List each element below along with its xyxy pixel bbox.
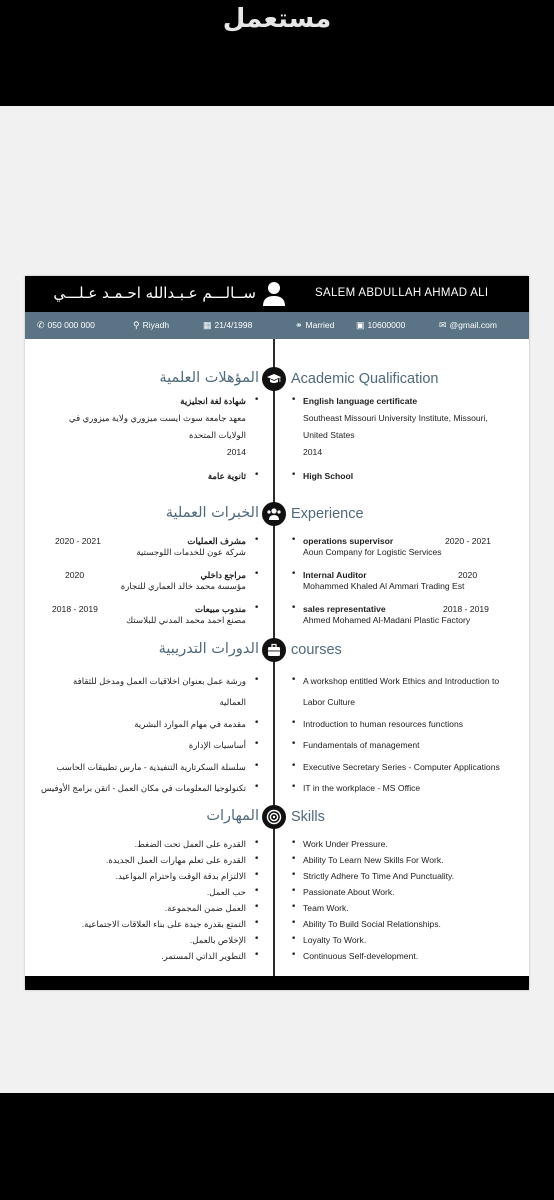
course-ar-2: مقدمة في مهام الموارد البشرية: [134, 719, 246, 729]
city-info: ⚲ Riyadh: [133, 320, 170, 330]
skill-en: Loyalty To Work.: [303, 935, 367, 945]
bullet: •: [291, 782, 297, 792]
exp-en-role: sales representative: [303, 604, 386, 614]
exp-ar-role: مندوب مبيعات: [195, 604, 246, 614]
course-en-1-line2: Labor Culture: [303, 697, 356, 707]
cv-header: [25, 276, 529, 312]
exp-en-company: Aoun Company for Logistic Services: [303, 547, 442, 557]
courses-title-ar: الدورات التدريبية: [158, 641, 259, 657]
bullet: •: [291, 739, 297, 749]
exp-en-role: operations supervisor: [303, 536, 394, 546]
course-ar-1-line1: ورشة عمل بعنوان اخلاقيات العمل ومدخل للثقافة: [73, 676, 246, 686]
id-info: ▣ 10600000: [356, 320, 406, 330]
bullet: •: [254, 675, 260, 685]
qual-ar-item2-title: ثانوية عامة: [207, 471, 246, 481]
bullet: •: [291, 950, 297, 960]
skill-en: Continuous Self-development.: [303, 951, 419, 961]
email-icon: ✉: [439, 320, 447, 330]
bullet: •: [291, 569, 297, 579]
bullet: •: [291, 761, 297, 771]
phone-icon: ✆: [37, 320, 45, 330]
exp-en-years: 2020: [458, 570, 478, 580]
exp-ar-years: 2020 - 2021: [55, 536, 101, 546]
bullet: •: [291, 902, 297, 912]
skill-ar: القدرة على تعلم مهارات العمل الجديدة.: [106, 855, 246, 865]
people-icon: [262, 502, 286, 526]
site-logo[interactable]: مستعمل: [222, 4, 332, 34]
bullet: •: [254, 782, 260, 792]
qual-ar-item1-title: شهادة لغة انجليزية: [180, 396, 246, 406]
location-pin-icon: ⚲: [133, 320, 140, 330]
bullet: •: [254, 838, 260, 848]
skill-en: Team Work.: [303, 903, 349, 913]
skills-title-ar: المهارات: [206, 808, 259, 824]
experience-title-ar: الخبرات العملية: [165, 505, 259, 521]
bullet: •: [254, 603, 260, 613]
qual-en-item1-line1: Southeast Missouri University Institute, Missouri,: [303, 413, 488, 423]
bullet: •: [254, 739, 260, 749]
rings-icon: ⚭: [295, 320, 303, 330]
cv-footer-bar: [25, 976, 529, 990]
bullet: •: [254, 934, 260, 944]
qual-ar-item1-line1: معهد جامعة سوث ايست ميزوري ولاية ميزوري في: [68, 413, 246, 423]
qual-ar-item1-year: 2014: [226, 447, 246, 457]
exp-ar-role: مشرف العمليات: [187, 536, 246, 546]
skill-ar: التطوير الذاتي المستمر.: [161, 951, 246, 961]
bullet: •: [254, 395, 260, 405]
id-card-icon: ▣: [356, 320, 365, 330]
exp-en-company: Ahmed Mohamed Al-Madani Plastic Factory: [303, 615, 471, 625]
graduation-cap-icon: [262, 367, 286, 391]
cv-document: [25, 276, 529, 990]
bullet: •: [291, 675, 297, 685]
bullet: •: [254, 470, 260, 480]
bullet: •: [254, 761, 260, 771]
exp-en-company: Mohammed Khaled Al Ammari Trading Est: [303, 581, 465, 591]
course-ar-5: تكنولوجيا المعلومات في مكان العمل - اتقن برامج الأوفيس: [40, 783, 246, 793]
skill-en: Ability To Build Social Relationships.: [303, 919, 441, 929]
exp-en-years: 2020 - 2021: [445, 536, 491, 546]
contact-info-bar: [25, 312, 529, 339]
skills-title-en: Skills: [291, 809, 325, 825]
birthdate-info: ▦ 21/4/1998: [203, 320, 253, 330]
skill-ar: حب العمل.: [206, 887, 246, 897]
skill-en: Strictly Adhere To Time And Punctuality.: [303, 871, 455, 881]
exp-en-role: Internal Auditor: [303, 570, 367, 580]
qualification-title-ar: المؤهلات العلمية: [159, 370, 259, 386]
bullet: •: [291, 838, 297, 848]
course-ar-3: أساسيات الإدارة: [188, 740, 246, 750]
courses-title-en: courses: [291, 642, 342, 658]
skill-ar: القدرة على العمل تحت الضغط.: [134, 839, 246, 849]
qual-en-item2-title: High School: [303, 471, 354, 481]
bullet: •: [254, 854, 260, 864]
course-en-2: Introduction to human resources functions: [303, 719, 464, 729]
bottom-black-bar: [0, 1093, 554, 1200]
course-ar-1-line2: العمالية: [219, 697, 246, 707]
qual-en-item1-title: English language certificate: [303, 396, 418, 406]
bullet: •: [254, 918, 260, 928]
skill-ar: التمتع بقدرة جيدة على بناء العلاقات الاجتماعية.: [81, 919, 246, 929]
experience-title-en: Experience: [291, 506, 364, 522]
marital-info: ⚭ Married: [295, 320, 335, 330]
top-black-bar: [0, 0, 554, 106]
exp-ar-company: مؤسسة محمد خالد العماري للتجارة: [120, 581, 246, 591]
bullet: •: [291, 535, 297, 545]
bullet: •: [291, 470, 297, 480]
course-en-5: IT in the workplace - MS Office: [303, 783, 421, 793]
bullet: •: [291, 870, 297, 880]
name-english: SALEM ABDULLAH AHMAD ALI: [315, 287, 489, 299]
bullet: •: [254, 535, 260, 545]
bullet: •: [291, 918, 297, 928]
skill-ar: الالتزام بدقة الوقت واحترام المواعيد.: [115, 871, 246, 881]
bullet: •: [291, 934, 297, 944]
bullet: •: [254, 569, 260, 579]
bullet: •: [291, 718, 297, 728]
calendar-icon: ▦: [203, 320, 212, 330]
bullet: •: [291, 886, 297, 896]
exp-ar-role: مراجع داخلي: [200, 570, 246, 580]
course-ar-4: سلسلة السكرتارية التنفيذية - مارس تطبيقات الحاسب: [56, 762, 246, 772]
bullet: •: [254, 718, 260, 728]
exp-ar-years: 2018 - 2019: [52, 604, 98, 614]
bullet: •: [254, 950, 260, 960]
exp-en-years: 2018 - 2019: [443, 604, 489, 614]
skill-en: Work Under Pressure.: [303, 839, 388, 849]
skill-en: Ability To Learn New Skills For Work.: [303, 855, 444, 865]
exp-ar-company: مصنع احمد محمد المدني للبلاستك: [126, 615, 246, 625]
bullet: •: [254, 902, 260, 912]
person-icon: [262, 281, 286, 307]
exp-ar-years: 2020: [65, 570, 85, 580]
course-en-1-line1: A workshop entitled Work Ethics and Introduction to: [303, 676, 500, 686]
briefcase-icon: [262, 638, 286, 662]
target-icon: [262, 805, 286, 829]
phone-info: ✆ 050 000 000: [37, 320, 95, 330]
exp-ar-company: شركة عون للخدمات اللوجستية: [136, 547, 246, 557]
skill-en: Passionate About Work.: [303, 887, 395, 897]
bullet: •: [291, 854, 297, 864]
qualification-title-en: Academic Qualification: [291, 371, 439, 387]
course-en-3: Fundamentals of management: [303, 740, 420, 750]
course-en-4: Executive Secretary Series - Computer Applications: [303, 762, 500, 772]
skill-ar: العمل ضمن المجموعة.: [164, 903, 246, 913]
bullet: •: [291, 603, 297, 613]
name-arabic: ســالـــم عـبـدالله احـمـد عـلـــي: [53, 284, 256, 302]
bullet: •: [291, 395, 297, 405]
skill-ar: الإخلاص بالعمل.: [189, 935, 246, 945]
bullet: •: [254, 886, 260, 896]
qual-ar-item1-line2: الولايات المتحدة: [189, 430, 246, 440]
qual-en-item1-year: 2014: [303, 447, 323, 457]
qual-en-item1-line2: United States: [303, 430, 355, 440]
email-info: ✉ @gmail.com: [439, 320, 497, 330]
bullet: •: [254, 870, 260, 880]
